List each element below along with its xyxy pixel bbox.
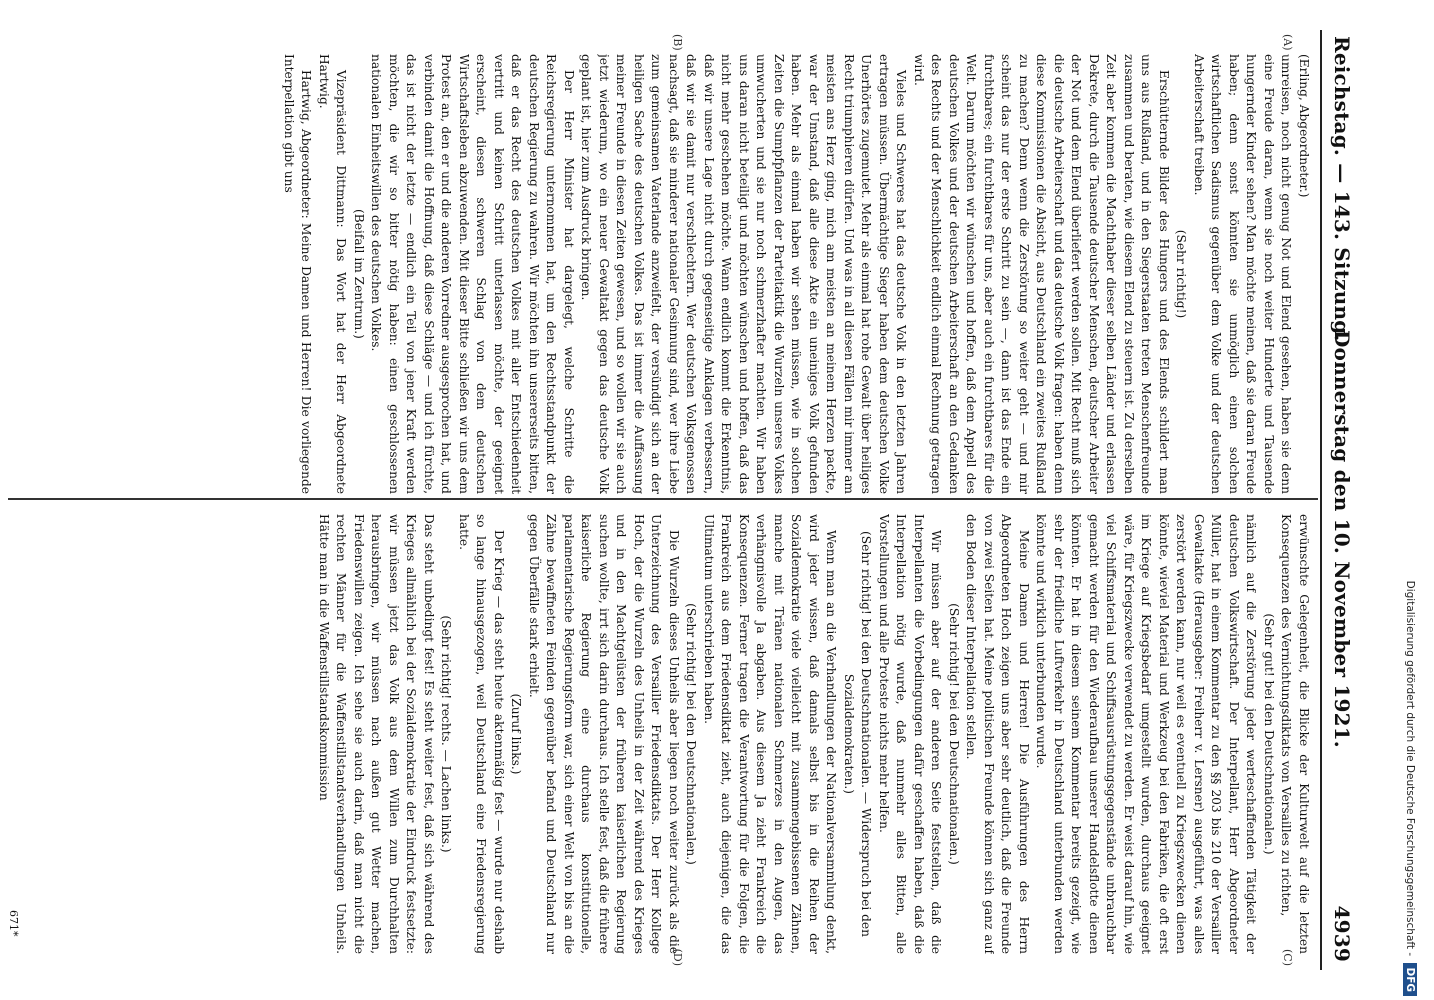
paragraph: Hartwig, Abgeordneter: Meine Damen und Herren! Die vorliegende Interpellation gibt uns xyxy=(282,54,314,494)
speaker-heading: (Erling, Abgeordneter.) xyxy=(1297,54,1311,198)
paragraph: nämlich auf die Zerstörung jeder werteschaffenden Tätigkeit der deutschen Volkswirtschaft. Der Interpellant, Herr Abgeordneter Müller, hat in einem Kommentar zu den §§ 203 bis 210 der Versailler Gewaltakte (Herausgeber: Freiherr v. Lersner) ausgeführt, was alles zerstört werden kann, nur weil es eventuell zu Kriegszwecken dienen könnte, wieviel Material und Werkzeug bei den Fabriken, die oft erst im Kriege auf Kriegsbedarf umgestellt wurden, durchaus geeignet wäre, für Kriegszwecke verwendet zu werden. Er weist darauf hin, wie viel Schiffsmaterial und Schiffsausrüstungsgegenstände unbrauchbar gemacht werden für den Wiederaufbau unserer Handelsflotte dienen könnten. Er hat in diesem seinem Kommentar bereits gezeigt, wie sehr der friedliche Luftverkehr in Deutschland unterbunden werden könnte und wirklich unterbunden wurde. xyxy=(1034,514,1259,954)
interjection: (Beifall im Zentrum.) xyxy=(352,209,366,339)
left-column xyxy=(12,54,1312,494)
right-column xyxy=(12,514,1312,954)
interjection: (Sehr richtig! bei den Deutschnationalen.) xyxy=(947,603,961,865)
interjection: (Sehr richtig!) xyxy=(1174,229,1189,319)
paragraph: Wenn man an die Verhandlungen der Nationalversammlung denkt, wird jeder wissen, daß damals selbst bis in die Reihen der Sozialdemokratie viele vielleicht mit zusammengebissenen Zähnen, manche mit Tränen nationalen Schmerzes in den Augen, das verhängnisvolle Ja abgaben. Aus diesem Ja zieht Frankreich die Konsequenzen. Ferner tragen die Verantwortung für die Folgen, die Frankreich aus dem Friedensdiktat zieht, auch diejenigen, die das Ultimatum unterschrieben haben. xyxy=(702,514,839,954)
paragraph: Der Krieg — das steht heute aktenmäßig fest — wurde nur deshalb so lange hinausgezogen, weil Deutschland eine Friedensregierung hatte. xyxy=(457,514,506,954)
paragraph: erwünschte Gelegenheit, die Blicke der Kulturwelt auf die letzten Konsequenzen des Vernichtungsdiktats von Versailles zu richten, xyxy=(1279,514,1311,954)
header-session: Reichstag. — 143. Sitzung. xyxy=(1330,36,1354,342)
header-rule xyxy=(1320,30,1322,970)
paragraph: Vizepräsident Dittmann: Das Wort hat der Herr Abgeordnete Hartwig. xyxy=(317,54,349,494)
column-divider xyxy=(8,498,1318,500)
paragraph: Meine Damen und Herren! Die Ausführungen des Herrn Abgeordneten Hoch zeigen uns aber sehr deutlich, daß die Freunde von zwei Seiten hat. Meine politischen Freunde können sich ganz auf den Boden dieser Interpellation stellen. xyxy=(964,514,1031,954)
paragraph: Der Herr Minister hat dargelegt, welche Schritte die Reichsregierung unternommen hat, um den Rechtsstandpunkt der deutschen Regierung zu wahren. Wir möchten ihn unsererseits bitten, daß er das Recht des deutschen Volkes mit aller Entschiedenheit vertritt und keinen Schritt unterlassen möchte, der geeignet erscheint, diesen schweren Schlag von dem deutschen Wirtschaftsleben abzuwenden. Mit dieser Bitte schließen wir uns dem Protest an, den er und die anderen Vorredner ausgesprochen hat, und verbinden damit die Hoffnung, daß diese Schläge — und ich fürchte, das ist nicht der letzte — endlich ein Teil von jener Kraft werden möchten, die wir so bitter nötig haben: einen geschlossenen nationalen Einheitswillen des deutschen Volkes. xyxy=(369,54,576,494)
interjection: (Sehr gut! bei den Deutschnationalen.) xyxy=(1262,613,1276,855)
sheet-number: 671* xyxy=(7,910,20,937)
paragraph: Erschütternde Bilder des Hungers und des Elends schildert man uns aus Rußland, und in den Siegerstaaten treten Menschenfreunde zusammen und beraten, wie diesem Elend zu steuern ist. Zu derselben Zeit aber kommen die Machthaber dieser selben Länder und erlassen Dekrete, durch die Tausende deutscher Menschen, deutscher Arbeiter der Not und dem Elend überliefert werden sollen. Mit Recht muß sich die deutsche Arbeiterschaft und das deutsche Volk fragen: haben denn diese Kommissionen die Absicht, aus Deutschland ein zweites Rußland zu machen? Denn wenn die Zerstörung so weiter geht — und mir scheint das nur der erste Schritt zu sein —, dann ist das Ende ein furchtbares; ein furchtbares für uns, aber auch ein furchtbares für die Welt. Darum möchten wir wünschen und hoffen, daß dem Appell des deutschen Volkes und der deutschen Arbeiterschaft an den Gedanken des Rechts und der Menschlichkeit endlich einmal Rechnung getragen wird. xyxy=(912,54,1171,494)
paragraph: Das steht unbedingt fest! Es steht weiter fest, daß sich während des Krieges allmählich bei der Sozialdemokratie der Eindruck festsetzte: wir müssen jetzt das Volk aus dem Willen zum Durchhalten herausbringen, wir müssen nach außen gut Wetter machen, Friedenswillen zeigen. Ich sehe sie auch darin, daß man nicht die rechten Männer für die Waffenstillstandsverhandlungen Unheils. Hätte man in die Waffenstillstandskommission xyxy=(317,514,436,954)
margin-marker-b: (B) xyxy=(671,34,684,51)
scanned-page xyxy=(0,30,1372,970)
digitization-credit xyxy=(1390,6,1430,996)
dfg-logo-icon: DFG xyxy=(1403,963,1417,996)
interjection: (Sehr richtig! bei den Deutschnationalen.) xyxy=(684,603,699,865)
credit-text: Digitalisierung gefördert durch die Deutsche Forschungsgemeinschaft - xyxy=(1404,580,1416,957)
interjection: (Zuruf links.) xyxy=(509,693,524,775)
header-page-number: 4939 xyxy=(1330,905,1354,962)
margin-marker-a: (A) xyxy=(1281,34,1294,51)
paragraph: Vieles und Schweres hat das deutsche Volk in den letzten Jahren ertragen müssen. Übermächtige Sieger haben dem deutschen Volke Unerhörtes zugemutet. Mehr als einmal hat rohe Gewalt über heiliges Recht triumphieren dürfen. Und was in all diesen Fällen mir immer am meisten ans Herz ging, mich am meisten an meinem Herzen packte, war der Umstand, daß alle diese Akte ein uneiniges Volk gefunden haben. Mehr als einmal haben wir sehen müssen, wie in solchen Zeiten die Sumpfpflanzen der Parteitaktik die Wurzeln unseres Volkes umwucherten und sie nur noch schmerzhafter machten. Wir haben uns daran nicht beteiligt und möchten wünschen und hoffen, daß das nicht mehr geschehen möchte. Wann endlich kommt die Erkenntnis, daß wir unsere Lage nicht durch gegenseitige Anklagen verbessern, daß wir sie damit nur verschlechtern. Wer deutschen Volksgenossen nachsagt, daß sie minderer nationaler Gesinnung sind, wer ihre Liebe zum gemeinsamen Vaterlande anzweifelt, der versündigt sich an der heiligen Sache des deutschen Volkes. Das ist immer die Auffassung meiner Freunde in diesen Zeiten gewesen, und so wollen wir sie auch jetzt wiederum, wo ein neuer Gewaltakt gegen das deutsche Volk geplant ist, hier zum Ausdruck bringen. xyxy=(579,54,909,494)
paragraph: Die Wurzeln dieses Unheils aber liegen noch weiter zurück als die Unterzeichnung des Versailler Friedensdiktats. Der Herr Kollege Hoch, der die Wurzeln des Unheils in der Zeit während des Krieges und in den Machtgelüsten der früheren kaiserlichen Regierung suchen wollte, irrt sich darin durchaus. Ich stelle fest, daß die frühere kaiserliche Regierung eine durchaus konstitutionelle, parlamentarische Regierungsform war, sich einer Welt von bis an die Zähne bewaffneten Feinden gegenüber befand und Deutschland nur gegen Überfälle stark erhielt. xyxy=(527,514,681,954)
paragraph: Wir müssen aber auf der anderen Seite feststellen, daß die Interpellanten die Vorbedingungen dafür geschaffen haben, daß die Interpellation nötig wurde, daß nunmehr alles Bitten, alle Vorstellungen und alle Proteste nichts mehr helfen. xyxy=(877,514,944,954)
paragraph: umreisen, noch nicht genug Not und Elend gesehen, haben sie denn eine Freude daran, wenn sie noch weiter Hunderte und Tausende hungernder Kinder sehen? Man möchte meinen, daß sie daran Freude haben; denn sonst könnten sie unmöglich einen solchen wirtschaftlichen Sadismus gegenüber dem Volke und der deutschen Arbeiterschaft treiben. xyxy=(1192,54,1294,494)
interjection: (Sehr richtig! bei den Deutschnationalen. — Widerspruch bei den Sozialdemokraten.) xyxy=(842,531,874,937)
interjection: (Sehr richtig! rechts. — Lachen links.) xyxy=(439,615,454,853)
margin-marker-d: (D) xyxy=(671,948,684,966)
margin-marker-c: (C) xyxy=(1281,949,1294,966)
header-date: Donnerstag den 10. November 1921. xyxy=(1330,330,1354,748)
